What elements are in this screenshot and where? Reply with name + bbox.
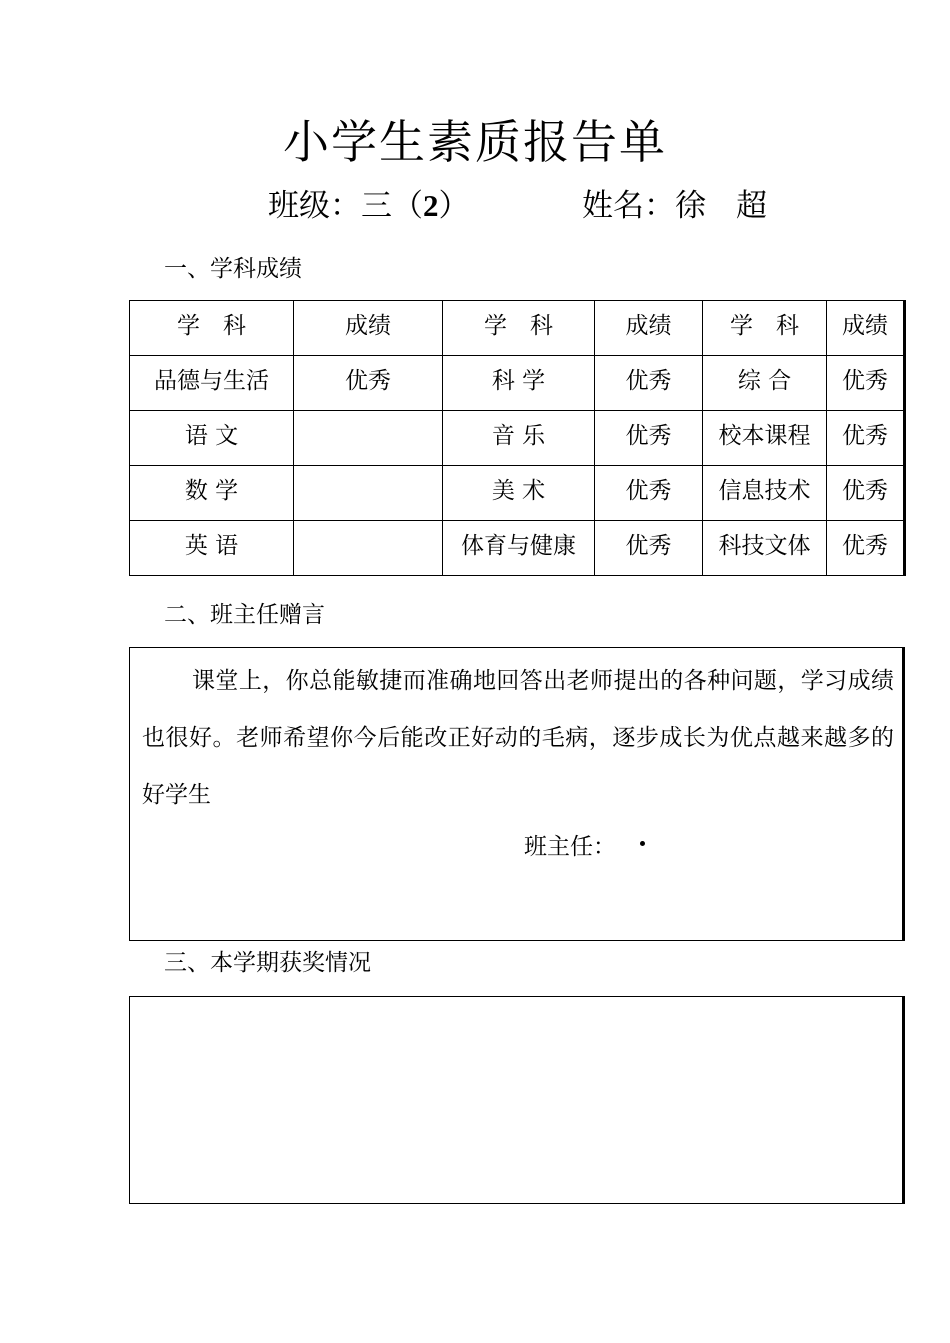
subject-cell: 品德与生活	[130, 356, 294, 411]
table-row	[130, 411, 905, 466]
class-close: ）	[438, 188, 470, 224]
name-last: 超	[736, 188, 767, 224]
header-cell: 成绩	[294, 301, 443, 356]
header-cell: 学 科	[130, 301, 294, 356]
grade-cell	[294, 521, 443, 576]
teacher-comment: 课堂上，你总能敏捷而准确地回答出老师提出的各种问题，学习成绩也很好。老师希望你今后能改正好动的毛病，逐步成长为优点越来越多的好学生	[142, 668, 894, 808]
header-cell: 成绩	[595, 301, 703, 356]
grade-cell: 优秀	[827, 521, 905, 576]
subject-cell: 英 语	[130, 521, 294, 576]
subject-cell: 体育与健康	[443, 521, 595, 576]
signature-label: 班主任：	[524, 834, 616, 860]
table-row	[130, 466, 905, 521]
grade-cell	[294, 411, 443, 466]
comment-heading: 二、班主任赠言	[164, 602, 325, 628]
grade-cell	[294, 466, 443, 521]
table-header-row	[130, 301, 905, 356]
student-name-info	[582, 184, 767, 228]
grades-table	[129, 300, 906, 576]
header-cell: 学 科	[443, 301, 595, 356]
class-number: 2	[423, 188, 439, 223]
grades-heading: 一、学科成绩	[164, 256, 302, 282]
awards-box	[129, 996, 905, 1204]
grade-cell: 优秀	[595, 466, 703, 521]
awards-heading: 三、本学期获奖情况	[164, 950, 371, 976]
subject-cell: 信息技术	[703, 466, 827, 521]
class-label: 班级：三（	[268, 188, 423, 224]
subject-cell: 校本课程	[703, 411, 827, 466]
name-label: 姓名：徐	[582, 188, 706, 224]
page-title: 小学生素质报告单	[283, 115, 667, 169]
class-info	[268, 184, 470, 228]
grade-cell: 优秀	[827, 466, 905, 521]
table-row	[130, 521, 905, 576]
grade-cell: 优秀	[827, 356, 905, 411]
header-cell: 成绩	[827, 301, 905, 356]
grade-cell: 优秀	[595, 356, 703, 411]
grade-cell: 优秀	[827, 411, 905, 466]
header-cell: 学 科	[703, 301, 827, 356]
table-row	[130, 356, 905, 411]
grade-cell: 优秀	[595, 521, 703, 576]
grade-cell: 优秀	[294, 356, 443, 411]
subject-cell: 综 合	[703, 356, 827, 411]
subject-cell: 科 学	[443, 356, 595, 411]
subject-cell: 数 学	[130, 466, 294, 521]
subject-cell: 美 术	[443, 466, 595, 521]
subject-cell: 语 文	[130, 411, 294, 466]
grade-cell: 优秀	[595, 411, 703, 466]
subject-cell: 科技文体	[703, 521, 827, 576]
signature-mark	[640, 841, 645, 846]
subject-cell: 音 乐	[443, 411, 595, 466]
